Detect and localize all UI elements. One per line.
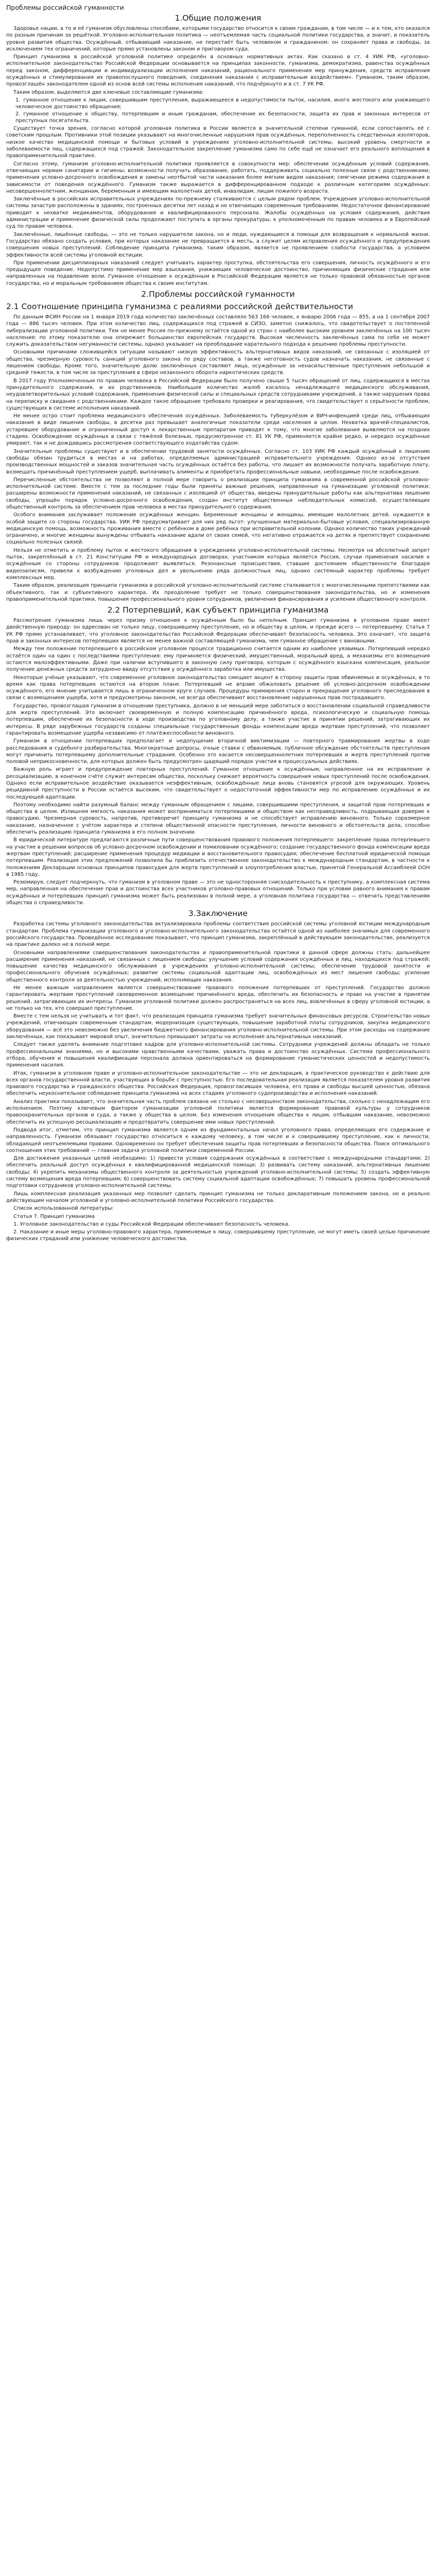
- subsection-heading: 2.1 Соотношение принципа гуманизма с реалиями российской действительности: [6, 301, 353, 311]
- paragraph: Поэтому необходимо найти разумный баланс между гуманным обращением с лицами, совершившими преступления, и защитой прав потерпевших и общества в целом. Излишняя мягкость наказания может восприниматься потерпевшими и обществом как несправедливость, подрывающая доверие к правосудию. Чрезмерная суровость, напротив, противоречит принципу гуманизма и не способствует исправлению виновного. Только соразмерное наказание, назначенное с учётом характера и степени общественной опасности преступления, личности виновного и обстоятельств дела, способно обеспечить реализацию принципа гуманизма в его полном значении.: [6, 802, 430, 836]
- section-general-provisions: [6, 13, 430, 287]
- document-page: [0, 0, 436, 1243]
- paragraph: Перечисленные обстоятельства не позволяют в полной мере говорить о реализации принципа гуманизма в современной российской уголовно-исполнительной системе. Вместе с тем за последние годы были приняты важные решения, направленные на гуманизацию уголовной политики: расширены возможности применения наказаний, не связанных с изоляцией от общества, введены принудительные работы как альтернатива лишению свободы, упрощён порядок условно-досрочного освобождения, создан институт общественных наблюдательных комиссий, осуществляющих общественный контроль за обеспечением прав человека в местах принудительного содержания.: [6, 477, 430, 510]
- section-problems: [6, 289, 430, 906]
- numbered-list: [6, 97, 430, 124]
- paragraph: При применении дисциплинарных наказаний следует учитывать характер проступка, обстоятельства его совершения, личность осуждённого и его предыдущее поведение. Недопустимо применение мер взыскания, унижающих человеческое достоинство, причиняющих физические страдания или направленных на подавление воли. Гуманное отношение к осуждённым в Российской Федерации является не только правовой обязанностью органов государства, но и моральным требованием общества к своим институтам.: [6, 260, 430, 286]
- paragraph: Рассмотрение гуманизма лишь через призму отношения к осуждённым было бы неполным. Принцип гуманизма в уголовном праве имеет двойственную природу: он адресован не только лицу, совершившему преступление, но и обществу в целом, и прежде всего — потерпевшему. Статья 7 УК РФ прямо устанавливает, что уголовное законодательство Российской Федерации обеспечивает безопасность человека. Это означает, что защита прав и законных интересов потерпевших является не менее важной составляющей гуманизма, чем гуманное обращение с виновными.: [6, 618, 430, 645]
- paragraph: Государство, провозглашая гуманизм в отношении преступника, должно в не меньшей мере заботиться о восстановлении социальной справедливости для жертв преступлений. Это включает своевременную и полную компенсацию причинённого вреда, психологическую и социальную помощь потерпевшим, обеспечение их безопасности в ходе производства по уголовному делу, а также участие в принятии решений, затрагивающих их интересы. В ряде зарубежных государств созданы специальные государственные фонды компенсации вреда жертвам преступлений, что позволяет гарантировать возмещение ущерба независимо от платёжеспособности виновного.: [6, 703, 430, 736]
- paragraph: Принцип гуманизма в российской уголовной политике определён в основных нормативных актах. Как сказано в ст. 4 УИК РФ, «уголовно-исполнительное законодательство Российской Федерации основывается на принципах законности, гуманизма, демократизма, равенства осуждённых перед законом, дифференциации и индивидуализации исполнения наказаний, рационального применения мер принуждения, средств исправления осуждённых и стимулирования их правопослушного поведения, соединения наказания с исправительным воздействием». Гуманизм, таким образом, провозглашён законодателем одной из основ всей системы исполнения наказаний, что подчёркнуто и в ст. 7 УК РФ.: [6, 54, 430, 88]
- list-item: 1. гуманное отношение к лицам, совершившим преступления, выражающееся в недопустимости пыток, насилия, иного жестокого или унижающего человеческое достоинство обращения;: [15, 97, 430, 110]
- paragraph: Список использованной литературы:: [13, 1206, 114, 1212]
- paragraph: Таким образом, выделяются две ключевые составляющие гуманизма:: [13, 89, 204, 95]
- paragraph: Анализ практики показывает, что значительная часть проблем связана не столько с несовершенством законодательства, сколько с ненадлежащим его исполнением. Поэтому ключевым фактором гуманизации уголовной политики является формирование правовой культуры у сотрудников правоохранительных органов и суда, а также у общества в целом. Без изменения отношения общества к лицам, отбывшим наказание, невозможно обеспечить их успешную ресоциализацию и предотвратить совершение ими новых преступлений.: [6, 1098, 430, 1125]
- paragraph: Здоровье нации, а то и её гуманизм обусловлены способами, которыми государство относится к своим гражданам, в том числе — и к тем, кто оказался по разным причинам за решёткой. Уголовно-исполнительная политика — неотъемлемая часть социальной политики государства, а значит, и показатель уровня развития общества. Осуждённый, отбывающий наказание, не перестаёт быть человеком и гражданином: он сохраняет права и свободы, за исключением тех ограничений, которые прямо установлены законом и приговором суда.: [6, 26, 430, 52]
- paragraph: Статья 7. Принцип гуманизма: [13, 1213, 95, 1219]
- section-heading: 3.Заключение: [188, 909, 248, 919]
- paragraph: Важную роль играет и предупреждение повторных преступлений. Гуманное отношение к осуждённым, направленное на их исправление и ресоциализацию, в конечном счёте служит интересам общества, поскольку снижает вероятность совершения новых преступлений после освобождения. Однако если исправительное воздействие оказывается неэффективным, освобождённые лица вновь становятся угрозой для окружающих. Уровень рецидивной преступности в России остаётся высоким, что свидетельствует о недостаточной эффективности мер по исправлению осуждённых и их последующей адаптации.: [6, 767, 430, 800]
- paragraph: Основными направлениями совершенствования законодательства и правоприменительной практики в данной сфере должны стать: дальнейшее расширение применения наказаний, не связанных с лишением свободы; улучшение условий содержания осуждённых и лиц, находящихся под стражей; повышение качества медицинского обслуживания в учреждениях уголовно-исполнительной системы; обеспечение трудовой занятости и профессионального обучения осуждённых; развитие системы социальной адаптации лиц, освобождённых из мест лишения свободы; усиление общественного контроля за деятельностью учреждений, исполняющих наказания.: [6, 950, 430, 983]
- paragraph: Заключённые, лишённые свободы, — это не только нарушители закона, но и люди, нуждающиеся в помощи для возвращения к нормальной жизни. Государство обязано создать условия, при которых наказание не превращается в месть, а служит целям исправления осуждённого и предупреждения совершения новых преступлений. Соблюдение принципа гуманизма, таким образом, является не проявлением слабости государства, а условием эффективности всей системы уголовной юстиции.: [6, 231, 430, 258]
- paragraph: В юридической литературе предлагаются различные пути совершенствования правового положения потерпевшего: закрепление права потерпевшего на участие в решении вопросов об условно-досрочном освобождении и помиловании осуждённого; создание государственного фонда компенсации вреда жертвам преступлений; расширение применения процедур медиации и восстановительного правосудия; обеспечение бесплатной юридической помощи потерпевшим. Реализация этих предложений позволила бы приблизить отечественное законодательство к международным стандартам, в частности к положениям Декларации основных принципов правосудия для жертв преступлений и злоупотребления властью, принятой Генеральной Ассамблеей ООН в 1985 году.: [6, 837, 430, 877]
- paragraph: Не менее остро стоит проблема медицинского обеспечения осуждённых. Заболеваемость туберкулёзом и ВИЧ-инфекцией среди лиц, отбывающих наказание в виде лишения свободы, в десятки раз превышает аналогичные показатели среди населения в целом. Нехватка врачей-специалистов, устаревшее оборудование и ограниченный доступ к лекарственным препаратам приводят к тому, что многие заболевания выявляются на поздних стадиях. Освобождение осуждённых в связи с тяжёлой болезнью, предусмотренное ст. 81 УК РФ, применяется крайне редко, и нередко осуждённые умирают, так и не дождавшись рассмотрения соответствующего ходатайства судом.: [6, 413, 430, 447]
- paragraph: Разработка системы уголовного законодательства актуализировала проблемы соответствия российской системы уголовной юстиции международным стандартам. Проблема гуманизации уголовного и уголовно-исполнительного законодательства остаётся одной из наиболее значимых для современного российского государства. Проведённое исследование показывает, что принцип гуманизма, закреплённый в действующем законодательстве, реализуется на практике далеко не в полной мере.: [6, 921, 430, 948]
- paragraph: Существует точка зрения, согласно которой уголовная политика в России является в значительной степени гуманной, если сопоставлять её с советским прошлым. Противники этой позиции указывают на многочисленные нарушения прав осуждённых, переполненность следственных изоляторов, низкое качество медицинской помощи и бытовых условий в учреждениях уголовно-исполнительной системы, высокий уровень смертности и заболеваемости лиц, содержащихся под стражей. Законодательное закрепление гуманизма само по себе ещё не означает его реального воплощения в правоприменительной практике.: [6, 126, 430, 159]
- paragraph: Следует также уделять внимание подготовке кадров для уголовно-исполнительной системы. Сотрудники учреждений должны обладать не только профессиональными знаниями, но и высокими нравственными качествами, уважать права и достоинство осуждённых. Система профессионального отбора, обучения и повышения квалификации персонала должна ориентироваться на формирование гуманистических ценностей и недопустимость применения насилия.: [6, 1042, 430, 1069]
- section-heading: 1.Общие положения: [175, 13, 261, 23]
- paragraph: Лишь комплексная реализация указанных мер позволит сделать принцип гуманизма не только декларативным положением закона, но и реально действующим началом уголовной и уголовно-исполнительной политики Российского государства.: [6, 1191, 430, 1204]
- paragraph: 2. Наказание и иные меры уголовно-правового характера, применяемые к лицу, совершившему преступление, не могут иметь своей целью причинение физических страданий или унижение человеческого достоинства.: [6, 1229, 430, 1242]
- paragraph: Таким образом, реализация принципа гуманизма в российской уголовно-исполнительной системе сталкивается с многочисленными препятствиями как объективного, так и субъективного характера. Их преодоление требует не только совершенствования законодательства, но и изменения правоприменительной практики, повышения профессионального уровня сотрудников, увеличения финансирования и усиления общественного контроля.: [6, 583, 430, 602]
- paragraph: Итак, гуманизм в уголовном праве и уголовно-исполнительном законодательстве — это не декларация, а практическое руководство к действию для всех органов государственной власти, участвующих в борьбе с преступностью. Его последовательная реализация является показателем уровня развития правового государства и гражданского общества. Российская Федерация, провозгласившая человека, его права и свободы высшей ценностью, обязана обеспечить неукоснительное соблюдение принципа гуманизма на всех стадиях уголовного судопроизводства и исполнения наказаний.: [6, 1070, 430, 1097]
- subsection-heading: 2.2 Потерпевший, как субъект принципа гуманизма: [107, 605, 329, 615]
- paragraph: 1. Уголовное законодательство и суды Российской Федерации обеспечивают безопасность человека.: [13, 1221, 290, 1227]
- list-item: 2. гуманное отношение к обществу, потерпевшим и иным гражданам, обеспечение их безопасности, защита их прав и законных интересов от преступных посягательств.: [15, 111, 430, 124]
- paragraph: Резюмируя, следует подчеркнуть, что гуманизм в уголовном праве — это не односторонняя снисходительность к преступнику, а комплексная система мер, направленная на обеспечение прав и достоинства всех участников уголовно-правовых отношений. Только при условии равного внимания к правам осуждённых и потерпевших принцип гуманизма может быть реализован в полной мере, а уголовная политика государства — отвечать представлениям общества о справедливости.: [6, 879, 430, 906]
- paragraph: Заключённые в российских исправительных учреждениях по-прежнему сталкиваются с целым рядом проблем. Учреждения уголовно-исполнительной системы зачастую расположены в зданиях, построенных десятки лет назад и не отвечающих современным требованиям. Недостаточное финансирование приводит к нехватке медикаментов, оборудования и квалифицированного персонала. Жалобы осуждённых на условия содержания, действия администрации и применение физической силы продолжают поступать в органы прокуратуры, к уполномоченным по правам человека и в Европейский суд по правам человека.: [6, 196, 430, 230]
- list-item-text: гуманное отношение к лицам, совершившим преступления, выражающееся в недопустимости пыток, насилия, иного жестокого или унижающего человеческое достоинство обращения;: [15, 97, 430, 110]
- paragraph: Подводя итог, отметим, что принцип гуманизма является одним из фундаментальных начал уголовного права, определяющих его содержание и направленность. Гуманизм обязывает государство относиться к каждому человеку, в том числе и к совершившему преступление, как к личности, обладающей неотъемлемыми правами. Одновременно он требует обеспечения защиты прав потерпевших и безопасности общества. Поиск оптимального соотношения этих требований — главная задача уголовной политики современной России.: [6, 1127, 430, 1154]
- paragraph: В 2017 году Уполномоченным по правам человека в Российской Федерации было получено свыше 5 тысяч обращений от лиц, содержащихся в местах принудительного содержания, и их родственников. Наибольшее количество жалоб касалось ненадлежащего медицинского обслуживания, неудовлетворительных условий содержания, применения физической силы и специальных средств сотрудниками учреждений, а также нарушения права на переписку и свидания с родственниками. Каждое такое обращение требовало проверки и реагирования, что свидетельствует о серьёзности проблем, существующих в системе исполнения наказаний.: [6, 378, 430, 411]
- section-conclusion: [6, 908, 430, 1242]
- list-item-text: гуманное отношение к обществу, потерпевшим и иным гражданам, обеспечение их безопасности, защита их прав и законных интересов от преступных посягательств.: [15, 111, 430, 124]
- section-heading: 2.Проблемы российской гуманности: [141, 289, 295, 299]
- paragraph: Для достижения указанных целей необходимо: 1) привести условия содержания осуждённых в соответствие с международными стандартами; 2) обеспечить реальный доступ осуждённых к квалифицированной медицинской помощи; 3) развивать систему наказаний, альтернативных лишению свободы; 4) укрепить механизмы общественного контроля за деятельностью учреждений уголовно-исполнительной системы; 5) создать эффективную систему возмещения вреда потерпевшим; 6) совершенствовать систему социальной адаптации освобождённых; 7) повышать уровень профессиональной подготовки сотрудников уголовно-исполнительной системы.: [6, 1156, 430, 1189]
- paragraph: По данным ФСИН России на 1 января 2019 года количество заключённых составляло 563 166 человек, к январю 2006 года — 855, а на 1 сентября 2007 года — 886 тысяч человек. При этом количество лиц, содержащихся под стражей в СИЗО, заметно снижалось, что свидетельствует о постепенной либерализации уголовной политики. Тем не менее Россия по-прежнему остаётся одной из стран с наиболее высоким уровнем заключённых на 100 тысяч населения: по этому показателю она опережает большинство европейских государств. Высокая численность заключённых сама по себе не может служить доказательством негуманности системы, однако указывает на преобладание карательного подхода к решению проблемы преступности.: [6, 314, 430, 348]
- paragraph: Согласно этому, гуманизм уголовно-исполнительной политики проявляется в совокупности мер: обеспечении осуждённым условий содержания, отвечающих нормам санитарии и гигиены; возможности получать образование, работать, поддерживать социально полезные связи с родственниками; применении условно-досрочного освобождения и замены неотбытой части наказания более мягким видом наказания; смягчении режима содержания в зависимости от поведения осуждённого. Гуманизм также выражается в дифференцированном подходе к различным категориям осуждённых: несовершеннолетним, женщинам, беременным и имеющим малолетних детей, инвалидам, лицам пожилого возраста.: [6, 161, 430, 194]
- paragraph: Не менее важным направлением является совершенствование правового положения потерпевших от преступлений. Государство должно гарантировать жертвам преступлений своевременное возмещение причинённого вреда, обеспечить их безопасность и право на участие в принятии решений, затрагивающих их интересы. Гуманизм уголовной политики должен распространяться на всех лиц, вовлечённых в сферу уголовной юстиции, а не только на тех, кто совершил преступление.: [6, 985, 430, 1011]
- paragraph: Гуманизм в отношении потерпевших предполагает и недопущение вторичной виктимизации — повторного травмирования жертвы в ходе расследования и судебного разбирательства. Многократные допросы, очные ставки с обвиняемым, публичное обсуждение обстоятельств преступления могут причинить потерпевшему дополнительные страдания. Особенно это касается несовершеннолетних потерпевших и жертв преступлений против половой неприкосновенности, для которых должен быть предусмотрен щадящий порядок участия в процессуальных действиях.: [6, 738, 430, 765]
- paragraph: Некоторые учёные указывают, что современное уголовное законодательство смещает акцент в сторону защиты прав обвиняемых и осуждённых, в то время как права потерпевших остаются на втором плане. Потерпевший не вправе обжаловать решение об условно-досрочном освобождении осуждённого, его мнение учитывается лишь в ограниченном круге случаев. Процедуры примирения сторон и прекращения уголовного преследования в связи с возмещением ущерба, хотя и предусмотрены законом, не всегда обеспечивают восстановление нарушенных прав пострадавшего.: [6, 674, 430, 701]
- document-title: Проблемы российской гуманности: [6, 4, 124, 11]
- paragraph: Значительные проблемы существуют и в обеспечении трудовой занятости осуждённых. Согласно ст. 103 УИК РФ каждый осуждённый к лишению свободы обязан трудиться в местах и на работах, определяемых администрацией исправительного учреждения. Однако из-за отсутствия производственных мощностей и заказов значительная часть осуждённых остаётся без работы, что лишает их возможности получать заработную плату, возмещать причинённый преступлением ущерб, выплачивать алименты и приобретать профессиональные навыки, необходимые после освобождения.: [6, 448, 430, 475]
- paragraph: Основными причинами сложившейся ситуации называют низкую эффективность альтернативных видов наказаний, не связанных с изоляцией от общества, чрезмерную суровость санкций уголовного закона по ряду составов, а также неготовность судов назначать наказания, не связанные с лишением свободы. Кроме того, значительную долю заключённых составляют лица, осуждённые за ненасильственные преступления небольшой и средней тяжести, в том числе за преступления в сфере незаконного оборота наркотических средств.: [6, 349, 430, 376]
- paragraph: Между тем положение потерпевшего в российском уголовном процессе традиционно считается одним из наиболее уязвимых. Потерпевший нередко остаётся один на один с последствиями преступления: ему причиняется физический, имущественный, моральный вред, а механизмы его возмещения остаются малоэффективными. Даже при наличии вступившего в законную силу приговора, которым с осуждённого взыскана компенсация, реальное получение денежных средств затруднено ввиду отсутствия у осуждённого заработка или имущества.: [6, 646, 430, 673]
- paragraph: Вместе с тем нельзя не учитывать и тот факт, что реализация принципа гуманизма требует значительных финансовых ресурсов. Строительство новых учреждений, отвечающих современным стандартам, модернизация существующих, повышение заработной платы сотрудников, закупка медицинского оборудования — всё это невозможно без увеличения бюджетного финансирования уголовно-исполнительной системы. При этом расходы на содержание заключённых, как показывает мировой опыт, значительно превышают затраты на исполнение альтернативных наказаний.: [6, 1013, 430, 1040]
- paragraph: Особого внимания заслуживает положение осуждённых женщин. Беременные женщины и женщины, имеющие малолетних детей, нуждаются в особой защите со стороны государства. УИК РФ предусматривает для них ряд льгот: улучшенные материально-бытовые условия, специализированную медицинскую помощь, возможность проживания вместе с ребёнком в доме ребёнка при исправительной колонии. Однако количество таких учреждений ограничено, и многие женщины вынуждены отбывать наказание вдали от своих семей, что негативно отражается на детях и препятствует сохранению социально полезных связей.: [6, 512, 430, 546]
- paragraph: Нельзя не отметить и проблему пыток и жестокого обращения в учреждениях уголовно-исполнительной системы. Несмотря на абсолютный запрет пыток, закреплённый в ст. 21 Конституции РФ и международных договорах, участником которых является Россия, случаи применения насилия к осуждённым со стороны сотрудников продолжают выявляться. Резонансные происшествия, ставшие достоянием общественности благодаря видеозаписям, привели к возбуждению уголовных дел и увольнению ряда должностных лиц, однако системный характер проблемы требует комплексных мер.: [6, 547, 430, 581]
